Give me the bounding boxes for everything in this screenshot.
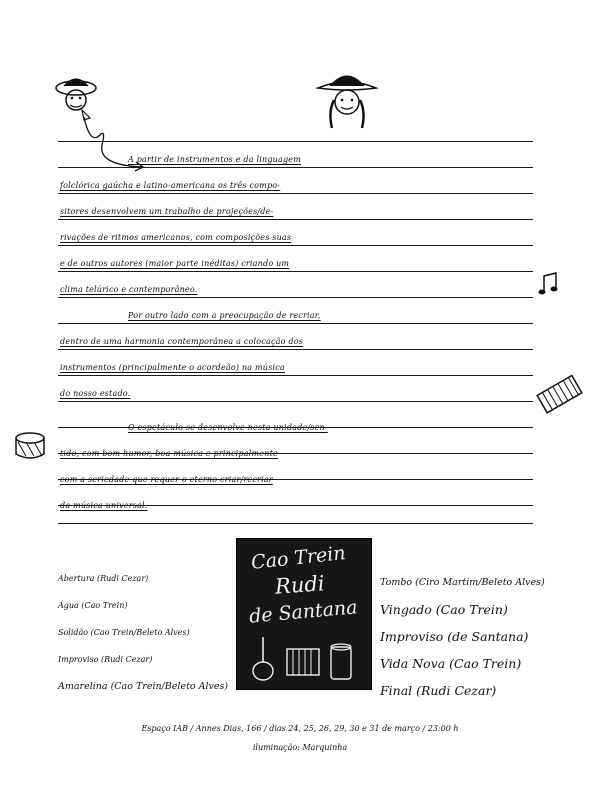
program-item: Solidão (Cao Trein/Beleto Alves) [58,628,190,637]
text-line: instrumentos (principalmente o acordeão) na música [60,363,285,372]
text-line: O espetáculo se desenvolve nesta unidade/sen- [128,423,328,432]
text-line: e de outros autores (maior parte inéditas) criando um [60,259,290,268]
text-line: da música universal. [60,501,148,510]
poster-name-1: Cao Trein [250,542,347,574]
poster-name-2: Rudi [274,571,326,599]
text-line: clima telúrico e contemporâneo. [60,285,198,294]
text-line: folclórica gaúcha e latino-americana os três compo- [60,181,281,190]
instruments-illustration [247,635,361,685]
lighting-credit: iluminação: Marquinha [252,743,348,752]
program-item: Vida Nova (Cao Trein) [380,656,522,671]
text-line: dentro de uma harmonia contemporânea a colocação dos [60,337,304,346]
text-line: Por outro lado com a preocupação de recriar, [128,311,321,320]
music-note-doodle [536,270,562,298]
text-line: tido, com bom humor, boa música e principalmente [60,449,278,458]
text-line: do nosso estado. [60,389,131,398]
program-item: Final (Rudi Cezar) [380,683,497,698]
drum-doodle [12,428,48,464]
program-item: Amarelina (Cao Trein/Beleto Alves) [58,681,229,692]
program-list-left [58,568,228,703]
text-line: sitores desenvolvem um trabalho de projeções/de- [60,207,274,216]
text-line: com a seriedade que requer o eterno criar/recriar [60,475,273,484]
program-item: Tombo (Ciro Martim/Beleto Alves) [380,577,545,588]
program-item: Água (Cao Trein) [58,601,128,610]
woman-head-doodle [312,62,382,134]
poster-name-3: de Santana [248,596,359,628]
program-list-right [380,572,545,707]
accordion-doodle [534,370,586,420]
text-line: rivações de ritmos americanos, com composições suas [60,233,292,242]
program-item: Vingado (Cao Trein) [380,602,508,617]
program-item: Improviso (Rudi Cezar) [58,655,153,664]
poster-image [236,538,372,690]
text-line: A partir de instrumentos e da linguagem [128,155,301,164]
program-item: Improviso (de Santana) [380,629,529,644]
venue-dates: Espaço IAB / Annes Dias, 166 / dias 24, 25, 26, 29, 30 e 31 de março / 23:00 h [141,724,459,733]
program-item: Abertura (Rudi Cezar) [58,574,149,583]
